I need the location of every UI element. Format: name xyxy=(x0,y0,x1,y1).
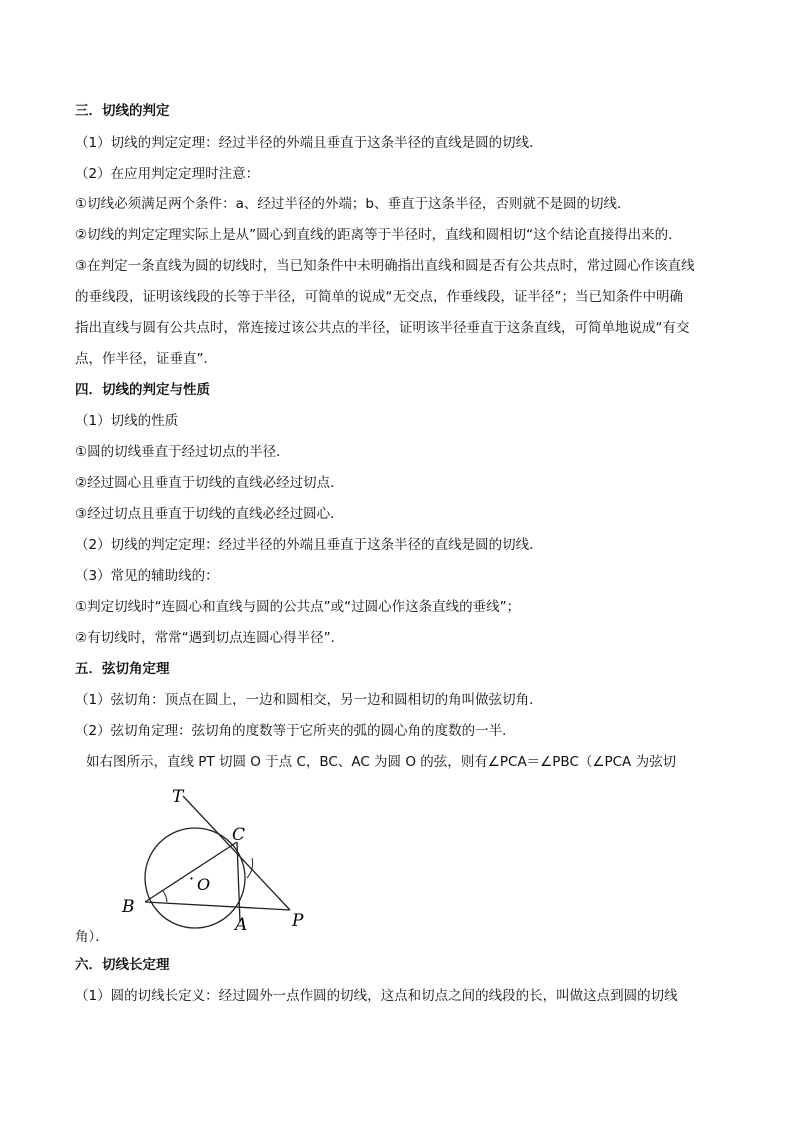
s5-paragraph-3-end: 角）． xyxy=(75,929,109,945)
s3-note-3-line-4: 点，作半径，证垂直”． xyxy=(75,351,217,367)
s5-paragraph-1: （1）弦切角：顶点在圆上，一边和圆相交，另一边和圆相切的角叫做弦切角． xyxy=(75,692,543,708)
s4-note-1: ①圆的切线垂直于经过切点的半径． xyxy=(75,444,290,460)
tangent-chord-figure xyxy=(110,780,320,940)
s5-paragraph-2: （2）弦切角定理：弦切角的度数等于它所夹的弧的圆心角的度数的一半． xyxy=(75,723,516,739)
s3-note-3-line-2: 的垂线段，证明该线段的长等于半径，可简单的说成“无交点，作垂线段，证半径”；当已知条件中明确 xyxy=(75,289,683,305)
s6-paragraph-1: （1）圆的切线长定义：经过圆外一点作圆的切线，这点和切点之间的线段的长，叫做这点到圆的切线 xyxy=(75,988,678,1004)
section-4-heading: 四．切线的判定与性质 xyxy=(75,382,210,398)
s3-note-3-line-3: 指出直线与圆有公共点时，常连接过该公共点的半径，证明该半径垂直于这条直线，可简单地说成“有交 xyxy=(75,320,690,336)
s3-paragraph-2: （2）在应用判定定理时注意： xyxy=(75,166,260,182)
s4-note-3: ③经过切点且垂直于切线的直线必经过圆心． xyxy=(75,506,344,522)
s3-note-2: ②切线的判定定理实际上是从”圆心到直线的距离等于半径时，直线和圆相切“这个结论直接得出来的． xyxy=(75,227,682,243)
label-b: B xyxy=(122,897,135,917)
circle-o xyxy=(145,828,245,928)
s4-paragraph-2: （2）切线的判定定理：经过半径的外端且垂直于这条半径的直线是圆的切线． xyxy=(75,537,543,553)
section-6-heading: 六．切线长定理 xyxy=(75,957,170,973)
s4-note-2: ②经过圆心且垂直于切线的直线必经过切点． xyxy=(75,475,344,491)
s3-note-3-line-1: ③在判定一条直线为圆的切线时，当已知条件中未明确指出直线和圆是否有公共点时，常过圆心作该直线 xyxy=(75,258,695,274)
label-p: P xyxy=(292,911,304,931)
section-3-heading: 三．切线的判定 xyxy=(75,103,170,119)
label-o: O xyxy=(197,875,211,894)
s4-paragraph-3: （3）常见的辅助线的： xyxy=(75,568,219,584)
s3-paragraph-1: （1）切线的判定定理：经过半径的外端且垂直于这条半径的直线是圆的切线． xyxy=(75,135,543,151)
s4-note-5: ②有切线时，常常“遇到切点连圆心得半径”． xyxy=(75,630,345,646)
s4-paragraph-1: （1）切线的性质 xyxy=(75,413,179,429)
section-5-heading: 五．弦切角定理 xyxy=(75,661,170,677)
line-bp xyxy=(145,902,290,910)
label-a: A xyxy=(235,915,248,935)
s5-paragraph-3: 如右图所示，直线 PT 切圆 O 于点 C，BC、AC 为圆 O 的弦，则有∠PCA＝∠PBC（∠PCA 为弦切 xyxy=(86,754,677,770)
s4-note-4: ①判定切线时“连圆心和直线与圆的公共点”或“过圆心作这条直线的垂线”； xyxy=(75,599,521,615)
s3-note-1: ①切线必须满足两个条件：a、经过半径的外端；b、垂直于这条半径，否则就不是圆的切线． xyxy=(75,196,631,212)
angle-arc-b xyxy=(163,891,167,902)
label-o-dot: · xyxy=(189,869,195,888)
label-c: C xyxy=(232,825,246,845)
label-t: T xyxy=(172,787,184,807)
